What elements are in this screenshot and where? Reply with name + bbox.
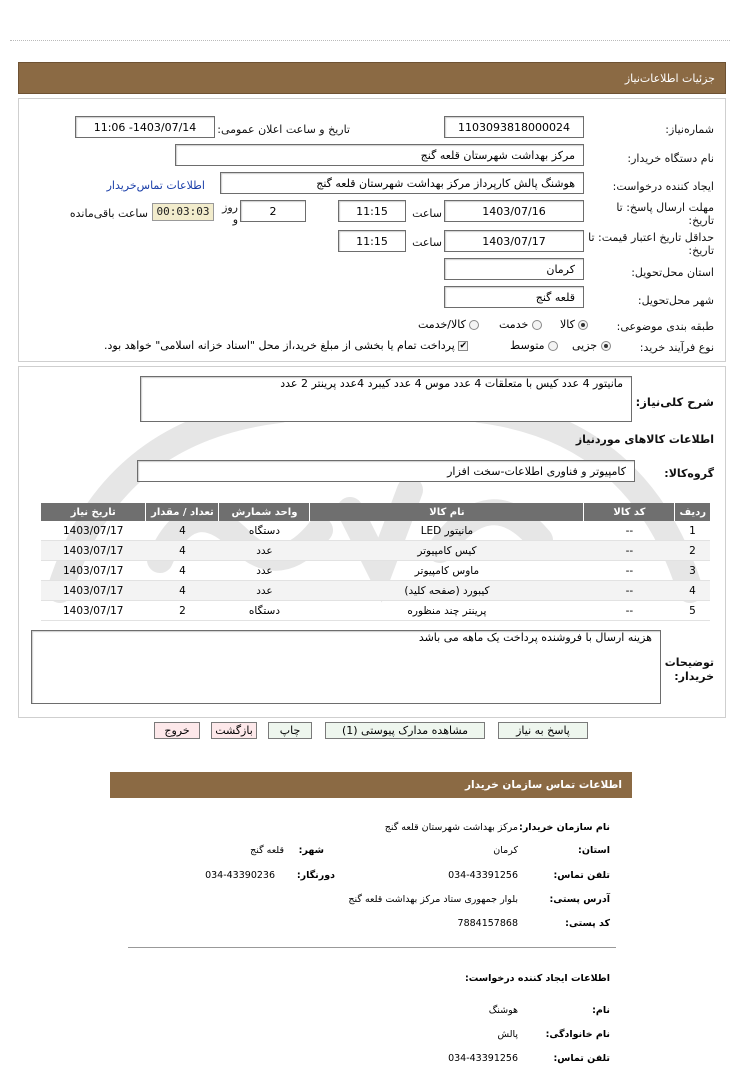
table-row xyxy=(41,601,711,621)
contact-divider xyxy=(128,947,616,948)
contact-phone-label: تلفن تماس: xyxy=(553,870,610,881)
table-cell: 1403/07/17 xyxy=(41,581,146,601)
validity-date-field: 1403/07/17 xyxy=(444,230,584,252)
process-option-medium[interactable]: متوسط xyxy=(510,339,558,352)
table-cell: ماوس کامپیوتر xyxy=(310,561,584,581)
table-cell: دستگاه xyxy=(219,521,310,541)
city-field: قلعه گنج xyxy=(444,286,584,308)
contact-fax-label: دورنگار: xyxy=(296,870,335,881)
exit-button[interactable]: خروج xyxy=(154,722,200,739)
col-code: کد کالا xyxy=(584,503,675,521)
process-option-minor[interactable]: جزیی xyxy=(572,339,611,352)
creator-family-label: نام خانوادگی: xyxy=(545,1029,610,1040)
table-cell: -- xyxy=(584,561,675,581)
creator-name-value: هوشنگ xyxy=(488,1005,518,1016)
need-number-field: 1103093818000024 xyxy=(444,116,584,138)
col-name: نام کالا xyxy=(310,503,584,521)
days-field: 2 xyxy=(240,200,306,222)
announce-field: 1403/07/14- 11:06 xyxy=(75,116,215,138)
table-cell: 3 xyxy=(675,561,710,581)
radio-selected-icon[interactable] xyxy=(578,320,588,330)
table-cell: 4 xyxy=(146,561,219,581)
creator-name-label: نام: xyxy=(592,1005,610,1016)
table-cell: عدد xyxy=(219,581,310,601)
buyer-contact-link[interactable]: اطلاعات تماس‌خریدار xyxy=(106,179,205,192)
reply-button[interactable]: پاسخ به نیاز xyxy=(498,722,588,739)
remaining-label: ساعت باقی‌مانده xyxy=(69,207,148,220)
summary-label: شرح کلی‌نیاز: xyxy=(635,395,714,409)
radio-icon[interactable] xyxy=(548,341,558,351)
table-cell: 4 xyxy=(146,541,219,561)
creator-field: هوشنگ پالش کارپرداز مرکز بهداشت شهرستان قلعه گنج xyxy=(220,172,584,194)
table-cell: مانیتور LED xyxy=(310,521,584,541)
contact-postal-value: 7884157868 xyxy=(457,918,518,929)
top-divider xyxy=(10,40,730,41)
creator-phone-value: 034-43391256 xyxy=(448,1053,518,1064)
col-qty: تعداد / مقدار xyxy=(146,503,219,521)
category-label: طبقه بندی موضوعی: xyxy=(616,320,714,333)
table-cell: -- xyxy=(584,601,675,621)
validity-time-field: 11:15 xyxy=(338,230,406,252)
col-row: ردیف xyxy=(675,503,710,521)
col-unit: واحد شمارش xyxy=(219,503,310,521)
goods-group-label: گروه‌کالا: xyxy=(664,467,714,480)
validity-label: حداقل تاریخ اعتبار قیمت: تا تاریخ: xyxy=(588,231,714,257)
creator-family-value: پالش xyxy=(497,1029,518,1040)
deadline-label: مهلت ارسال پاسخ: تا تاریخ: xyxy=(616,201,714,227)
table-cell: کیس کامپیوتر xyxy=(310,541,584,561)
category-option-service[interactable]: خدمت xyxy=(499,318,542,331)
checkbox-checked-icon[interactable]: ✔ xyxy=(459,341,468,351)
radio-icon[interactable] xyxy=(469,320,479,330)
table-cell: 5 xyxy=(675,601,710,621)
table-cell: 1403/07/17 xyxy=(41,541,146,561)
countdown-timer: 00:03:03 xyxy=(152,203,214,221)
city-label: شهر محل‌تحویل: xyxy=(637,294,714,307)
table-header-row xyxy=(41,503,711,521)
table-cell: 1403/07/17 xyxy=(41,521,146,541)
table-cell: 2 xyxy=(146,601,219,621)
table-cell: 1403/07/17 xyxy=(41,561,146,581)
radio-icon[interactable] xyxy=(532,320,542,330)
table-row xyxy=(41,581,711,601)
validity-time-label: ساعت xyxy=(412,236,442,249)
page-header xyxy=(18,62,726,94)
creator-phone-label: تلفن تماس: xyxy=(553,1053,610,1064)
goods-section-title: اطلاعات کالاهای موردنیاز xyxy=(575,433,714,446)
notes-label: توضیحات خریدار: xyxy=(664,656,714,683)
province-field: کرمان xyxy=(444,258,584,280)
contact-province-value: کرمان xyxy=(493,845,518,856)
creator-info-title: اطلاعات ایجاد کننده درخواست: xyxy=(464,973,610,984)
contact-province-label: استان: xyxy=(578,845,610,856)
table-cell: -- xyxy=(584,521,675,541)
table-cell: عدد xyxy=(219,541,310,561)
table-cell: 1403/07/17 xyxy=(41,601,146,621)
table-cell: پرینتر چند منظوره xyxy=(310,601,584,621)
contact-header xyxy=(110,772,632,798)
contact-header-title: اطلاعات تماس سازمان خریدار xyxy=(465,779,622,791)
table-cell: 4 xyxy=(146,581,219,601)
table-cell: 4 xyxy=(675,581,710,601)
contact-address-label: آدرس پستی: xyxy=(549,894,610,905)
deadline-time-field: 11:15 xyxy=(338,200,406,222)
table-row xyxy=(41,521,711,541)
attachments-button[interactable]: مشاهده مدارک پیوستی (1) xyxy=(325,722,485,739)
page-title: جزئیات اطلاعات‌نیاز xyxy=(624,72,715,85)
category-option-goods[interactable]: کالا xyxy=(560,318,588,331)
table-cell: -- xyxy=(584,581,675,601)
contact-address-value: بلوار جمهوری ستاد مرکز بهداشت قلعه گنج xyxy=(348,894,518,905)
table-cell: 1 xyxy=(675,521,710,541)
buyer-org-label: نام دستگاه خریدار: xyxy=(627,152,714,165)
announce-label: تاریخ و ساعت اعلان عمومی: xyxy=(217,123,350,136)
deadline-date-field: 1403/07/16 xyxy=(444,200,584,222)
table-row xyxy=(41,541,711,561)
contact-city-value: قلعه گنج xyxy=(250,845,284,856)
buyer-org-field: مرکز بهداشت شهرستان قلعه گنج xyxy=(175,144,584,166)
deadline-time-label: ساعت xyxy=(412,207,442,220)
province-label: استان محل‌تحویل: xyxy=(631,266,714,279)
table-cell: 4 xyxy=(146,521,219,541)
contact-phone-value: 034-43391256 xyxy=(448,870,518,881)
contact-org-value: مرکز بهداشت شهرستان قلعه گنج xyxy=(384,822,518,833)
table-cell: 2 xyxy=(675,541,710,561)
contact-city-label: شهر: xyxy=(298,845,324,856)
table-cell: -- xyxy=(584,541,675,561)
table-cell: عدد xyxy=(219,561,310,581)
col-date: تاریخ نیاز xyxy=(41,503,146,521)
radio-selected-icon[interactable] xyxy=(601,341,611,351)
table-cell: دستگاه xyxy=(219,601,310,621)
back-button[interactable]: بازگشت xyxy=(211,722,257,739)
goods-table xyxy=(40,503,710,621)
goods-group-field: کامپیوتر و فناوری اطلاعات-سخت افزار xyxy=(137,460,635,482)
contact-fax-value: 034-43390236 xyxy=(205,870,275,881)
notes-field: هزینه ارسال با فروشنده پرداخت یک ماهه می باشد xyxy=(31,630,661,704)
process-label: نوع فرآیند خرید: xyxy=(639,341,714,354)
table-row xyxy=(41,561,711,581)
contact-org-label: نام سازمان خریدار: xyxy=(519,822,610,833)
days-label: روز و xyxy=(222,201,238,226)
category-option-both[interactable]: کالا/خدمت xyxy=(418,318,479,331)
contact-postal-label: کد پستی: xyxy=(565,918,610,929)
need-number-label: شماره‌نیاز: xyxy=(665,123,714,136)
print-button[interactable]: چاپ xyxy=(268,722,312,739)
table-cell: کیبورد (صفحه کلید) xyxy=(310,581,584,601)
creator-label: ایجاد کننده درخواست: xyxy=(612,180,714,193)
summary-field: مانیتور 4 عدد کیس با متعلقات 4 عدد موس 4 عدد کیبرد 4عدد پرینتر 2 عدد xyxy=(140,376,632,422)
treasury-option[interactable]: ✔ پرداخت تمام یا بخشی از مبلغ خرید،از محل "اسناد خزانه اسلامی" خواهد بود. xyxy=(104,339,468,352)
